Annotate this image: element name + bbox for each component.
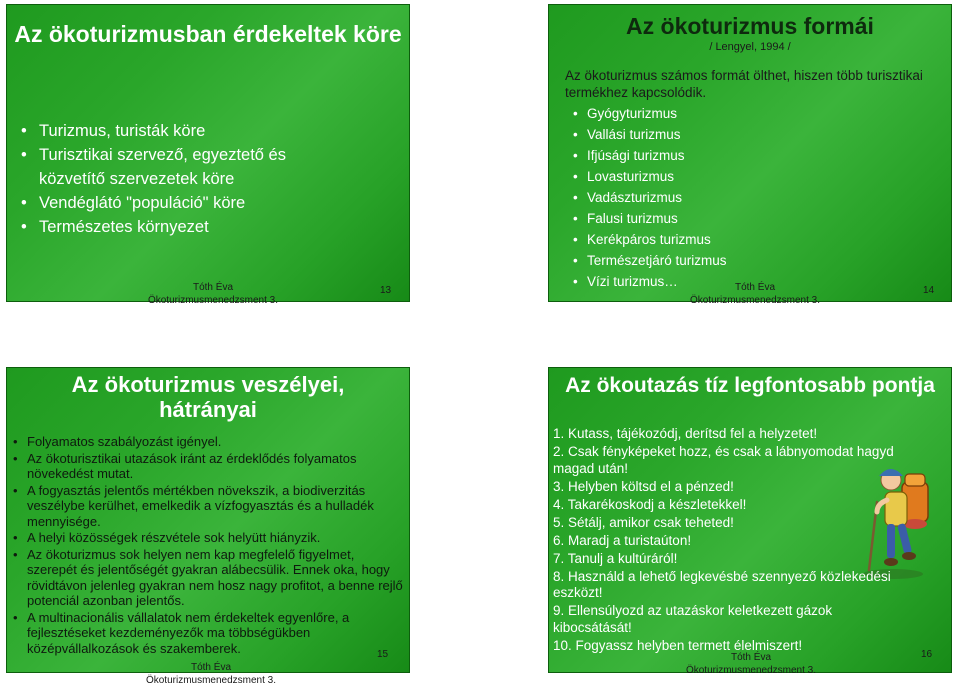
slide-footer (147, 282, 279, 307)
slide-footer (689, 282, 821, 307)
list-item: • A multinacionális vállalatok nem érdekeltek egyenlőre, a fejlesztéseket kezdeményezők ma többségükben középvállalkozások és szakemberek. (13, 610, 407, 657)
footer-author: Tóth Éva (734, 282, 776, 293)
slide-15 (6, 367, 410, 686)
forms-list (573, 103, 727, 292)
list-item: • Folyamatos szabályozást igényel. (13, 434, 407, 450)
slide-footer (685, 652, 817, 677)
risks-list (13, 434, 407, 657)
list-item: • Természetjáró turizmus (573, 250, 727, 271)
slide-subtitle: / Lengyel, 1994 / (709, 41, 791, 53)
slide-title: Az ökoturizmus veszélyei, hátrányai (71, 372, 345, 423)
list-item: 9. Ellensúlyozd az utazáskor keletkezett gázok kibocsátását! (553, 603, 833, 635)
list-item: • Vadászturizmus (573, 187, 727, 208)
tips-list (553, 426, 953, 656)
list-item: 4. Takarékoskodj a készletekkel! (553, 496, 747, 512)
page-number: 16 (921, 649, 933, 660)
list-item: • Turizmus, turisták köre (21, 119, 351, 143)
list-item: • Lovasturizmus (573, 166, 727, 187)
slide-13 (6, 4, 410, 306)
list-item: • Az ökoturizmus sok helyen nem kap megfelelő figyelmet, szerepét és jelentőségét gyakran alábecsülik. Ennek oka, hogy rövidtávon jelenleg gyakran nem hosz nagy profitot, a benne rejlő potenciál azonban jelentős. (13, 547, 407, 609)
footer-course: Ökoturizmusmenedzsment 3. (689, 294, 821, 306)
slide-title: Az ökoutazás tíz legfontosabb pontja (565, 374, 935, 397)
slide-title: Az ökoturizmus formái (626, 13, 874, 39)
list-item: • Kerékpáros turizmus (573, 229, 727, 250)
list-item: • Vallási turizmus (573, 124, 727, 145)
list-item: • Gyógyturizmus (573, 103, 727, 124)
footer-course: Ökoturizmusmenedzsment 3. (685, 664, 817, 676)
list-item: • Az ökoturisztikai utazások iránt az érdeklődés folyamatos növekedést mutat. (13, 451, 407, 482)
list-item: • Ifjúsági turizmus (573, 145, 727, 166)
list-item: 3. Helyben költsd el a pénzed! (553, 478, 734, 494)
page-number: 14 (923, 285, 935, 296)
page-number: 13 (380, 285, 392, 296)
list-item: • Vízi turizmus… (573, 271, 727, 292)
list-item: 1. Kutass, tájékozódj, derítsd fel a helyzetet! (553, 426, 818, 441)
list-item: • Turisztikai szervező, egyeztető és közvetítő szervezetek köre (21, 143, 351, 191)
list-item: 8. Használd a lehető legkevésbé szennyező közlekedési eszközt! (553, 568, 891, 600)
slide-title: Az ökoturizmusban érdekeltek köre (14, 21, 402, 47)
slide-footer: Tóth Éva Ökoturizmusmenedzsment 3. (145, 662, 277, 686)
list-item: 10. Fogyassz helyben termett élelmiszert! (553, 637, 803, 653)
stakeholder-list (21, 119, 351, 239)
list-item: • Vendéglátó "populáció" köre (21, 191, 351, 215)
list-item: • A fogyasztás jelentős mértékben növekszik, a biodiverzitás veszélybe kerülhet, emelkedik a vízfogyasztás és a hulladék mennyisége. (13, 483, 407, 530)
footer-author: Tóth Éva (192, 282, 234, 293)
footer-author: Tóth Éva (730, 652, 772, 663)
list-item: • A helyi közösségek részvétele sok helyütt hiányzik. (13, 530, 407, 546)
page-number: 15 (377, 649, 389, 660)
slide-16 (548, 367, 952, 676)
list-item: • Természetes környezet (21, 215, 351, 239)
list-item: 5. Sétálj, amikor csak teheted! (553, 514, 734, 530)
list-item: • Falusi turizmus (573, 208, 727, 229)
intro-text: Az ökoturizmus számos formát ölthet, hiszen több turisztikai termékhez kapcsolódik. (565, 68, 923, 100)
list-item: 2. Csak fényképeket hozz, és csak a lábnyomodat hagyd magad után! (553, 444, 894, 476)
slide-14 (548, 4, 952, 306)
footer-course: Ökoturizmusmenedzsment 3. (147, 294, 279, 306)
list-item: 6. Maradj a turistaúton! (553, 532, 692, 548)
list-item: 7. Tanulj a kultúráról! (553, 550, 678, 566)
